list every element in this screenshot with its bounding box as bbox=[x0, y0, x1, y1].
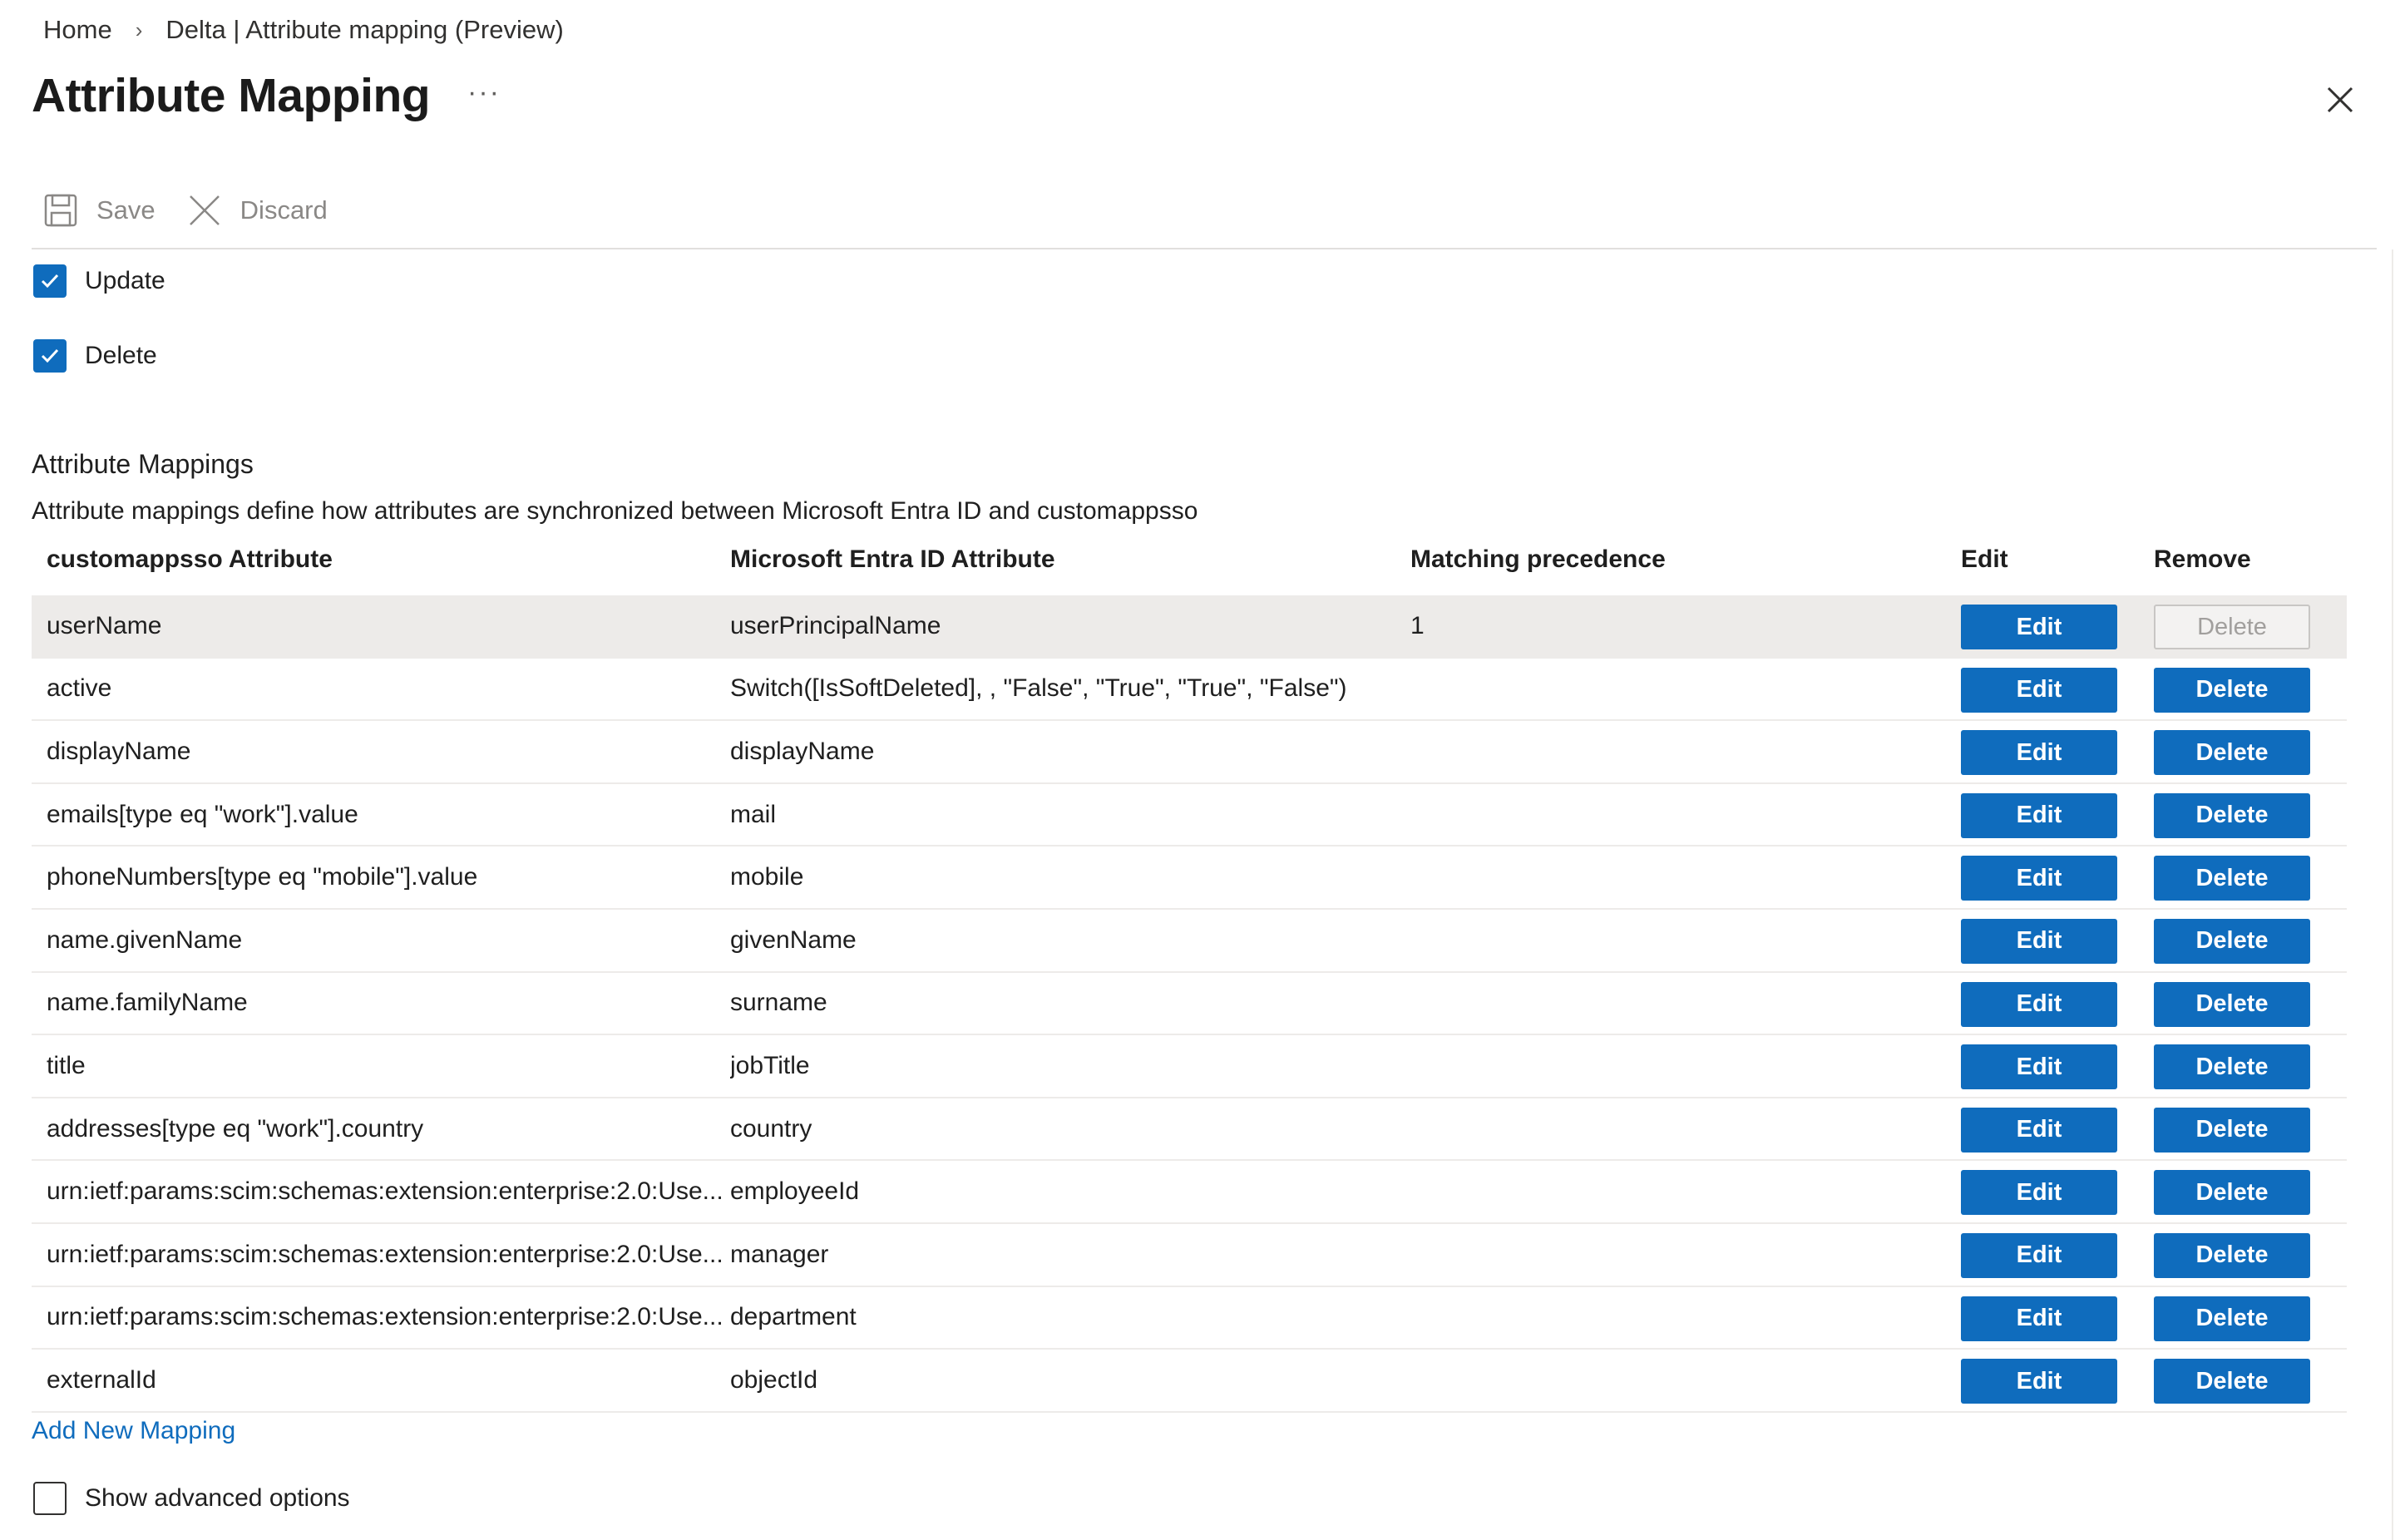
edit-button[interactable]: Edit bbox=[1961, 1170, 2117, 1215]
precedence-cell bbox=[1410, 1287, 1660, 1349]
table-row[interactable] bbox=[32, 1035, 2347, 1098]
delete-button[interactable]: Delete bbox=[2154, 730, 2310, 775]
table-row[interactable] bbox=[32, 1098, 2347, 1162]
discard-label: Discard bbox=[240, 195, 328, 225]
delete-button: Delete bbox=[2154, 605, 2310, 649]
edit-button[interactable]: Edit bbox=[1961, 1359, 2117, 1404]
precedence-cell bbox=[1410, 910, 1660, 971]
delete-button[interactable]: Delete bbox=[2154, 668, 2310, 713]
target-attribute-cell: urn:ietf:params:scim:schemas:extension:enterprise:2.0:Use... bbox=[47, 1303, 723, 1331]
table-row[interactable] bbox=[32, 1287, 2347, 1350]
precedence-cell bbox=[1410, 1350, 1660, 1411]
edit-button[interactable]: Edit bbox=[1961, 1296, 2117, 1341]
table-row[interactable] bbox=[32, 847, 2347, 910]
precedence-cell bbox=[1410, 1161, 1660, 1222]
save-icon bbox=[43, 193, 78, 228]
more-options-icon[interactable]: ··· bbox=[467, 77, 501, 108]
discard-button[interactable] bbox=[187, 193, 328, 228]
discard-icon bbox=[187, 193, 222, 228]
breadcrumb-home-link[interactable]: Home bbox=[43, 15, 112, 44]
source-attribute-cell: Switch([IsSoftDeleted], , "False", "True", "True", "False") bbox=[730, 674, 1347, 703]
save-button[interactable] bbox=[43, 193, 156, 228]
column-header-source[interactable]: Microsoft Entra ID Attribute bbox=[730, 545, 1055, 573]
save-label: Save bbox=[96, 195, 156, 225]
target-attribute-cell: addresses[type eq "work"].country bbox=[47, 1114, 424, 1143]
section-description: Attribute mappings define how attributes are synchronized between Microsoft Entra ID and customappsso bbox=[32, 497, 1198, 525]
column-header-edit: Edit bbox=[1961, 545, 2008, 573]
target-attribute-cell: userName bbox=[47, 611, 162, 639]
edit-button[interactable]: Edit bbox=[1961, 793, 2117, 838]
edit-button[interactable]: Edit bbox=[1961, 1044, 2117, 1089]
add-new-mapping-link[interactable]: Add New Mapping bbox=[32, 1417, 236, 1444]
precedence-cell bbox=[1410, 721, 1660, 782]
edit-button[interactable]: Edit bbox=[1961, 856, 2117, 901]
precedence-cell bbox=[1410, 784, 1660, 846]
table-row[interactable] bbox=[32, 721, 2347, 784]
precedence-cell: 1 bbox=[1410, 611, 1425, 639]
edit-button[interactable]: Edit bbox=[1961, 605, 2117, 649]
edit-button[interactable]: Edit bbox=[1961, 982, 2117, 1027]
source-attribute-cell: objectId bbox=[730, 1365, 818, 1394]
table-row[interactable] bbox=[32, 1161, 2347, 1224]
section-title: Attribute Mappings bbox=[32, 449, 254, 479]
delete-button[interactable]: Delete bbox=[2154, 1233, 2310, 1278]
precedence-cell bbox=[1410, 1035, 1660, 1097]
edit-button[interactable]: Edit bbox=[1961, 730, 2117, 775]
precedence-cell bbox=[1410, 1098, 1660, 1160]
scrollbar-track[interactable] bbox=[2392, 249, 2393, 1540]
precedence-cell bbox=[1410, 847, 1660, 908]
precedence-cell bbox=[1410, 1224, 1660, 1286]
target-attribute-cell: urn:ietf:params:scim:schemas:extension:enterprise:2.0:Use... bbox=[47, 1240, 723, 1268]
source-attribute-cell: userPrincipalName bbox=[730, 611, 941, 639]
target-attribute-cell: emails[type eq "work"].value bbox=[47, 800, 358, 828]
target-attribute-cell: urn:ietf:params:scim:schemas:extension:enterprise:2.0:Use... bbox=[47, 1177, 723, 1206]
precedence-cell bbox=[1410, 973, 1660, 1034]
precedence-cell bbox=[1410, 659, 1660, 720]
table-row[interactable] bbox=[32, 1224, 2347, 1287]
source-attribute-cell: country bbox=[730, 1114, 812, 1143]
delete-button[interactable]: Delete bbox=[2154, 982, 2310, 1027]
delete-button[interactable]: Delete bbox=[2154, 793, 2310, 838]
toolbar-divider bbox=[32, 248, 2377, 249]
advanced-options-checkbox[interactable] bbox=[33, 1482, 67, 1515]
target-attribute-cell: title bbox=[47, 1051, 86, 1079]
chevron-right-icon: › bbox=[135, 17, 143, 42]
table-row[interactable] bbox=[32, 973, 2347, 1036]
update-checkbox-label: Update bbox=[85, 267, 165, 294]
delete-checkbox-row[interactable] bbox=[33, 339, 157, 373]
source-attribute-cell: displayName bbox=[730, 737, 875, 765]
source-attribute-cell: givenName bbox=[730, 925, 857, 954]
checkmark-icon bbox=[38, 269, 62, 293]
delete-button[interactable]: Delete bbox=[2154, 856, 2310, 901]
target-attribute-cell: name.givenName bbox=[47, 925, 243, 954]
update-checkbox[interactable] bbox=[33, 264, 67, 298]
target-attribute-cell: active bbox=[47, 674, 112, 703]
edit-button[interactable]: Edit bbox=[1961, 668, 2117, 713]
command-bar bbox=[43, 193, 359, 228]
target-attribute-cell: name.familyName bbox=[47, 989, 248, 1017]
delete-checkbox[interactable] bbox=[33, 339, 67, 373]
advanced-options-row[interactable] bbox=[33, 1482, 350, 1515]
table-header bbox=[32, 540, 2347, 582]
page-title: Attribute Mapping bbox=[32, 69, 431, 122]
breadcrumb-current[interactable]: Delta | Attribute mapping (Preview) bbox=[165, 15, 564, 44]
source-attribute-cell: jobTitle bbox=[730, 1051, 810, 1079]
update-checkbox-row[interactable] bbox=[33, 264, 165, 298]
checkmark-icon bbox=[38, 344, 62, 368]
delete-button[interactable]: Delete bbox=[2154, 919, 2310, 964]
delete-button[interactable]: Delete bbox=[2154, 1170, 2310, 1215]
source-attribute-cell: manager bbox=[730, 1240, 829, 1268]
source-attribute-cell: department bbox=[730, 1303, 857, 1331]
target-attribute-cell: displayName bbox=[47, 737, 191, 765]
table-row[interactable] bbox=[32, 910, 2347, 973]
delete-button[interactable]: Delete bbox=[2154, 1044, 2310, 1089]
source-attribute-cell: surname bbox=[730, 989, 827, 1017]
table-row[interactable] bbox=[32, 784, 2347, 847]
edit-button[interactable]: Edit bbox=[1961, 1108, 2117, 1153]
close-icon[interactable] bbox=[2323, 83, 2357, 116]
table-row[interactable] bbox=[32, 595, 2347, 659]
table-row[interactable] bbox=[32, 1350, 2347, 1413]
edit-button[interactable]: Edit bbox=[1961, 919, 2117, 964]
mappings-table bbox=[32, 595, 2347, 1413]
delete-checkbox-label: Delete bbox=[85, 342, 157, 369]
source-attribute-cell: employeeId bbox=[730, 1177, 860, 1206]
column-header-precedence[interactable]: Matching precedence bbox=[1410, 545, 1666, 573]
target-attribute-cell: phoneNumbers[type eq "mobile"].value bbox=[47, 863, 478, 891]
column-header-remove: Remove bbox=[2154, 545, 2251, 573]
target-attribute-cell: externalId bbox=[47, 1365, 156, 1394]
column-header-target[interactable]: customappsso Attribute bbox=[47, 545, 333, 573]
delete-button[interactable]: Delete bbox=[2154, 1108, 2310, 1153]
advanced-options-label: Show advanced options bbox=[85, 1484, 350, 1512]
edit-button[interactable]: Edit bbox=[1961, 1233, 2117, 1278]
table-row[interactable] bbox=[32, 659, 2347, 722]
source-attribute-cell: mail bbox=[730, 800, 777, 828]
delete-button[interactable]: Delete bbox=[2154, 1296, 2310, 1341]
breadcrumb bbox=[43, 15, 564, 45]
source-attribute-cell: mobile bbox=[730, 863, 804, 891]
delete-button[interactable]: Delete bbox=[2154, 1359, 2310, 1404]
